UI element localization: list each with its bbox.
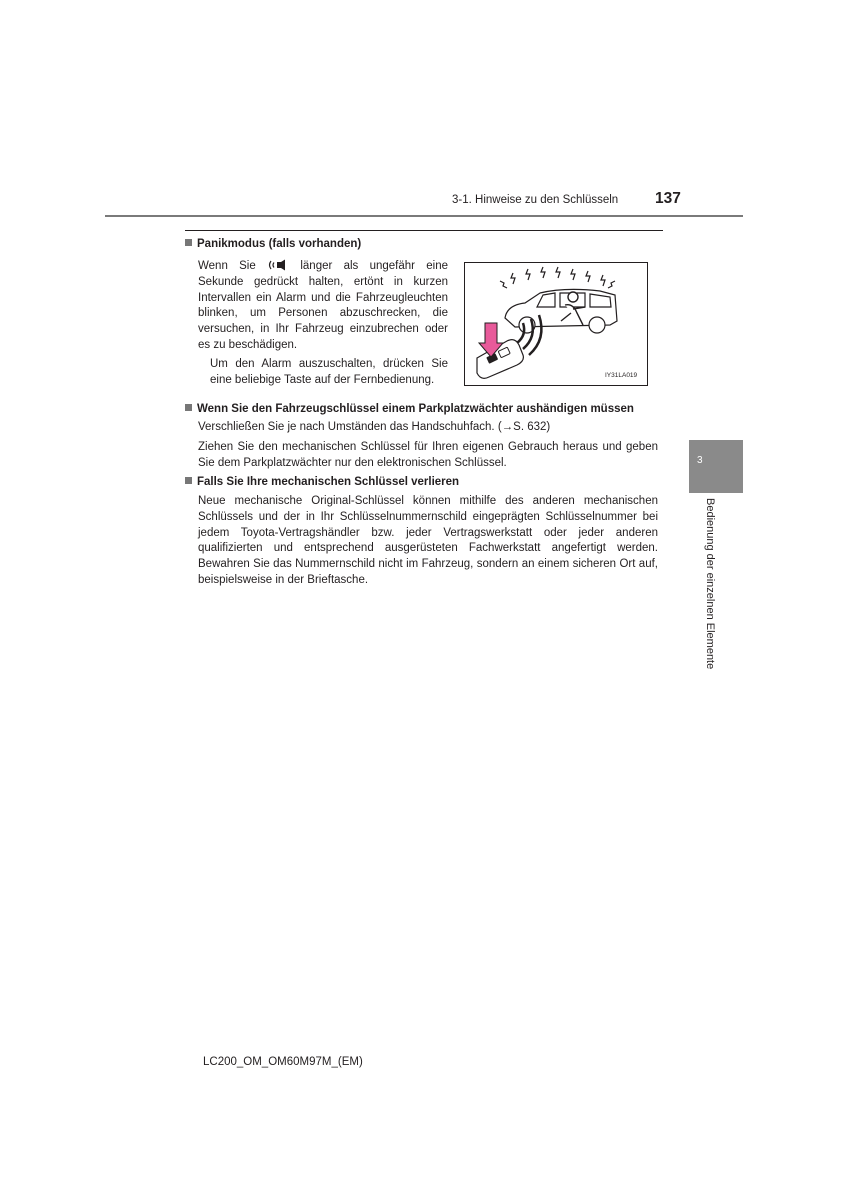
figure-code: IY31LA019 bbox=[605, 372, 638, 379]
valet-key-instruction: Ziehen Sie den mechanischen Schlüssel für Ihren eigenen Gebrauch heraus und geben Sie dem Parkplatzwächter nur den elektronischen Schlüssel. bbox=[198, 441, 658, 469]
section-heading-valet bbox=[185, 403, 634, 415]
bullet-square-icon bbox=[185, 404, 192, 411]
valet-glovebox-instruction: Verschließen Sie je nach Umständen das Handschuhfach. (→S. 632) bbox=[198, 421, 551, 433]
section-heading-text: Panikmodus (falls vorhanden) bbox=[197, 238, 362, 250]
lost-keys-instruction: Neue mechanische Original-Schlüssel können mithilfe des anderen mechanischen Schlüssels und der in Ihr Schlüsselnummernschild eingeprägten Schlüsselnummer bei jedem Toyota-Vertragshändler bzw. jeder Vertragswerkstatt oder jeder anderen qualifizierten und entsprechend ausgerüsteten Fachwerkstatt angefertigt werden. Bewahren Sie das Nummernschild nicht im Fahrzeug, sondern an einem sicheren Ort auf, beispielsweise in der Brieftasche. bbox=[198, 495, 658, 586]
panic-mode-description bbox=[198, 259, 448, 354]
section-heading-panic-mode bbox=[185, 238, 361, 250]
bullet-square-icon bbox=[185, 239, 192, 246]
section-heading-lost-keys bbox=[185, 476, 459, 488]
panic-text-end: länger als ungefähr eine Sekunde gedrückt halten, ertönt in kurzen Intervallen ein Alarm und die Fahrzeugleuchten blinken, um Personen abzuschrecken, die versuchen, in Ihr Fahrzeug einzubrechen oder es zu beschädigen. bbox=[198, 260, 449, 351]
header-divider bbox=[105, 215, 743, 217]
panic-mode-off-instruction: Um den Alarm auszuschalten, drücken Sie eine beliebige Taste auf der Fernbedienung. bbox=[210, 358, 448, 386]
content-divider bbox=[185, 230, 663, 231]
panic-text-start: Wenn Sie bbox=[198, 260, 256, 272]
panic-button-icon bbox=[267, 259, 289, 271]
header-section-title: 3-1. Hinweise zu den Schlüsseln bbox=[452, 194, 619, 206]
chapter-tab-number: 3 bbox=[697, 455, 703, 466]
section-heading-text: Wenn Sie den Fahrzeugschlüssel einem Parkplatzwächter aushändigen müssen bbox=[197, 403, 634, 415]
chapter-tab-label: Bedienung der einzelnen Elemente bbox=[704, 498, 716, 670]
section-heading-text: Falls Sie Ihre mechanischen Schlüssel verlieren bbox=[197, 476, 460, 488]
page-number: 137 bbox=[655, 190, 681, 207]
car-alarm-key-fob-illustration bbox=[465, 263, 647, 385]
bullet-square-icon bbox=[185, 477, 192, 484]
footer-document-code: LC200_OM_OM60M97M_(EM) bbox=[203, 1056, 363, 1068]
chapter-tab bbox=[689, 440, 743, 493]
car-alarm-figure bbox=[464, 262, 648, 386]
